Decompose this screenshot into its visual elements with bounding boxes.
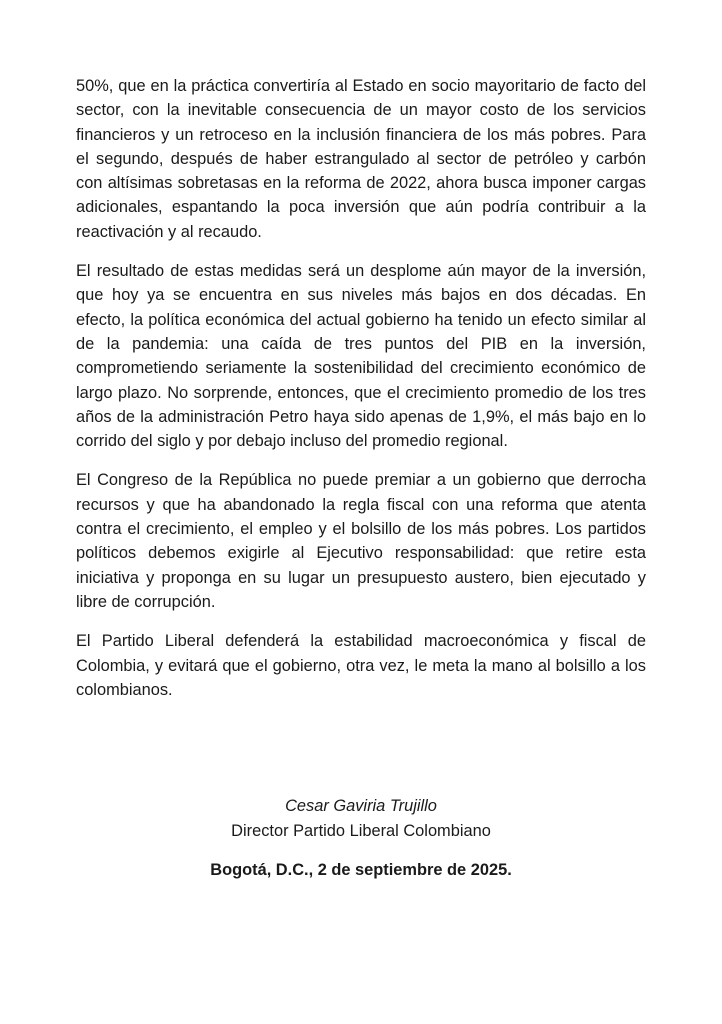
signatory-name: Cesar Gaviria Trujillo xyxy=(285,797,437,815)
signatory-title: Director Partido Liberal Colombiano xyxy=(231,821,491,840)
document-body xyxy=(76,74,646,717)
dateline: Bogotá, D.C., 2 de septiembre de 2025. xyxy=(210,861,512,879)
paragraph-3: El Congreso de la República no puede premiar a un gobierno que derrocha recursos y que ha abandonado la regla fiscal con una reforma que atenta contra el crecimiento, el empleo y el bolsillo de los más pobres. Los partidos políticos debemos exigirle al Ejecutivo responsabilidad: que retire esta iniciativa y proponga en su lugar un presupuesto austero, bien ejecutado y libre de corrupción. xyxy=(76,471,646,611)
paragraph-2: El resultado de estas medidas será un desplome aún mayor de la inversión, que hoy ya se encuentra en sus niveles más bajos en dos décadas. En efecto, la política económica del actual gobierno ha tenido un efecto similar al de la pandemia: una caída de tres puntos del PIB en la inversión, comprometiendo seriamente la sostenibilidad del crecimiento económico de largo plazo. No sorprende, entonces, que el crecimiento promedio de los tres años de la administración Petro haya sido apenas de 1,9%, el más bajo en lo corrido del siglo y por debajo incluso del promedio regional. xyxy=(76,262,646,451)
paragraph-1: 50%, que en la práctica convertiría al Estado en socio mayoritario de facto del sector, con la inevitable consecuencia de un mayor costo de los servicios financieros y un retroceso en la inclusión financiera de los más pobres. Para el segundo, después de haber estrangulado al sector de petróleo y carbón con altísimas sobretasas en la reforma de 2022, ahora busca imponer cargas adicionales, espantando la poca inversión que aún podría contribuir a la reactivación y al recaudo. xyxy=(76,77,646,241)
signature-block xyxy=(76,794,646,843)
paragraph-4: El Partido Liberal defenderá la estabilidad macroeconómica y fiscal de Colombia, y evitará que el gobierno, otra vez, le meta la mano al bolsillo a los colombianos. xyxy=(76,632,646,699)
